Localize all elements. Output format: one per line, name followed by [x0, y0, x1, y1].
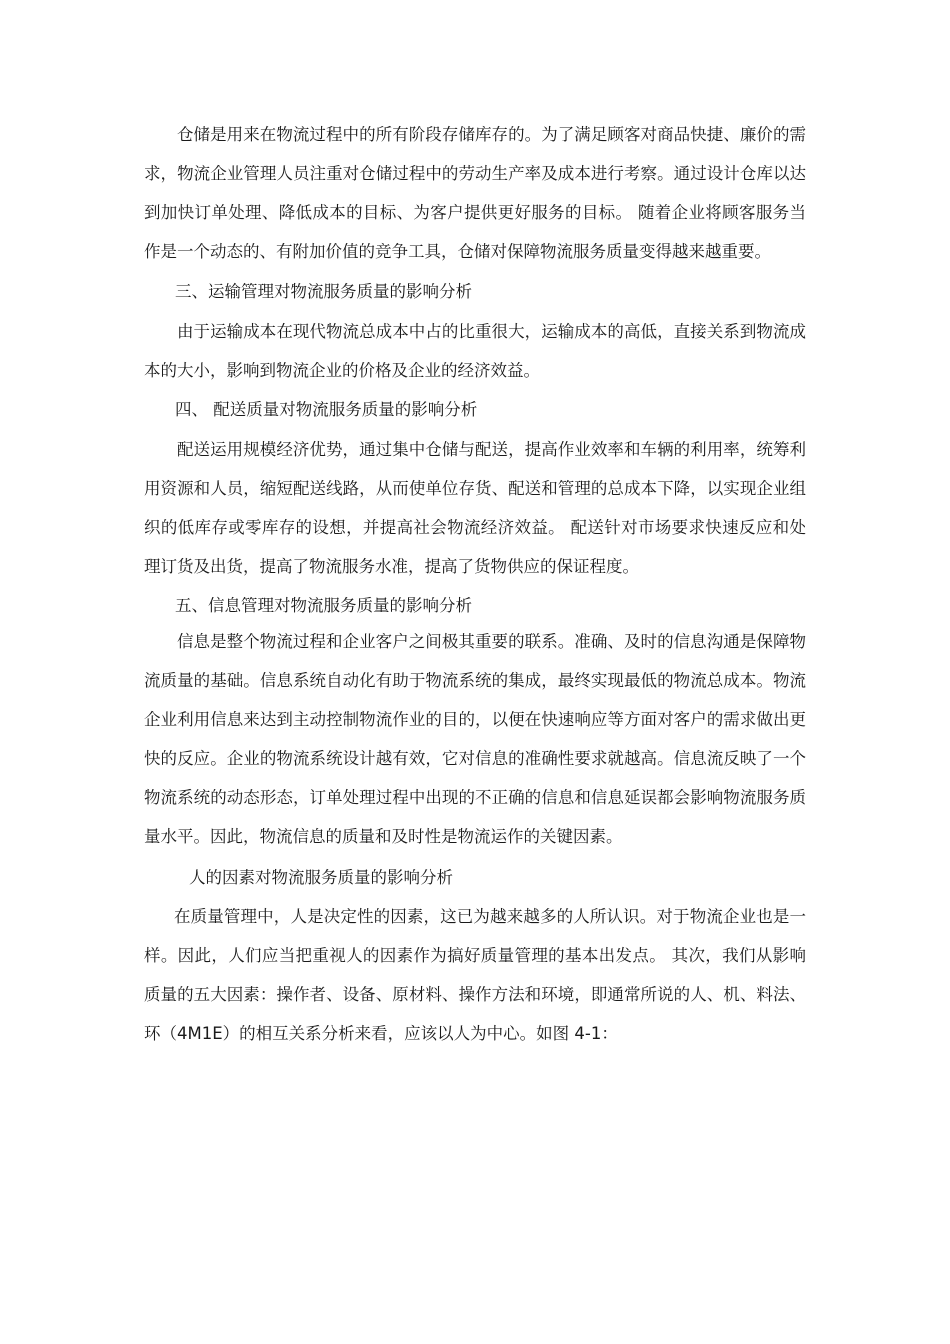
- paragraph-delivery: 配送运用规模经济优势，通过集中仓储与配送，提高作业效率和车辆的利用率，统筹利用资源和人员，缩短配送线路，从而使单位存货、配送和管理的总成本下降，以实现企业组织的低库存或零库存的设想，并提高社会物流经济效益。 配送针对市场要求快速反应和处理订货及出货，提高了物流服务水准，提高了货物供应的保证程度。: [144, 440, 806, 576]
- paragraph-transport: 由于运输成本在现代物流总成本中占的比重很大，运输成本的高低，直接关系到物流成本的大小，影响到物流企业的价格及企业的经济效益。: [144, 322, 806, 380]
- heading-human-factor: 人的因素对物流服务质量的影响分析: [189, 868, 453, 887]
- paragraph-human-factor: 在质量管理中，人是决定性的因素，这已为越来越多的人所认识。对于物流企业也是一样。因此，人们应当把重视人的因素作为搞好质量管理的基本出发点。 其次，我们从影响质量的五大因素：操作者、设备、原材料、操作方法和环境，即通常所说的人、机、料法、环（4M1E）的相互关系分析来看，应该以人为中心。如图 4-1：: [144, 907, 806, 1043]
- heading-transport: 三、运输管理对物流服务质量的影响分析: [175, 282, 472, 301]
- heading-information: 五、信息管理对物流服务质量的影响分析: [175, 596, 472, 615]
- paragraph-warehousing: 仓储是用来在物流过程中的所有阶段存储库存的。为了满足顾客对商品快捷、廉价的需求，物流企业管理人员注重对仓储过程中的劳动生产率及成本进行考察。通过设计仓库以达到加快订单处理、降低成本的目标、为客户提供更好服务的目标。 随着企业将顾客服务当作是一个动态的、有附加价值的竞争工具，仓储对保障物流服务质量变得越来越重要。: [144, 125, 806, 261]
- paragraph-information: 信息是整个物流过程和企业客户之间极其重要的联系。准确、及时的信息沟通是保障物流质量的基础。信息系统自动化有助于物流系统的集成，最终实现最低的物流总成本。物流企业利用信息来达到主动控制物流作业的目的，以便在快速响应等方面对客户的需求做出更快的反应。企业的物流系统设计越有效，它对信息的准确性要求就越高。信息流反映了一个物流系统的动态形态，订单处理过程中出现的不正确的信息和信息延误都会影响物流服务质量水平。因此，物流信息的质量和及时性是物流运作的关键因素。: [144, 632, 806, 846]
- heading-delivery: 四、 配送质量对物流服务质量的影响分析: [175, 400, 478, 419]
